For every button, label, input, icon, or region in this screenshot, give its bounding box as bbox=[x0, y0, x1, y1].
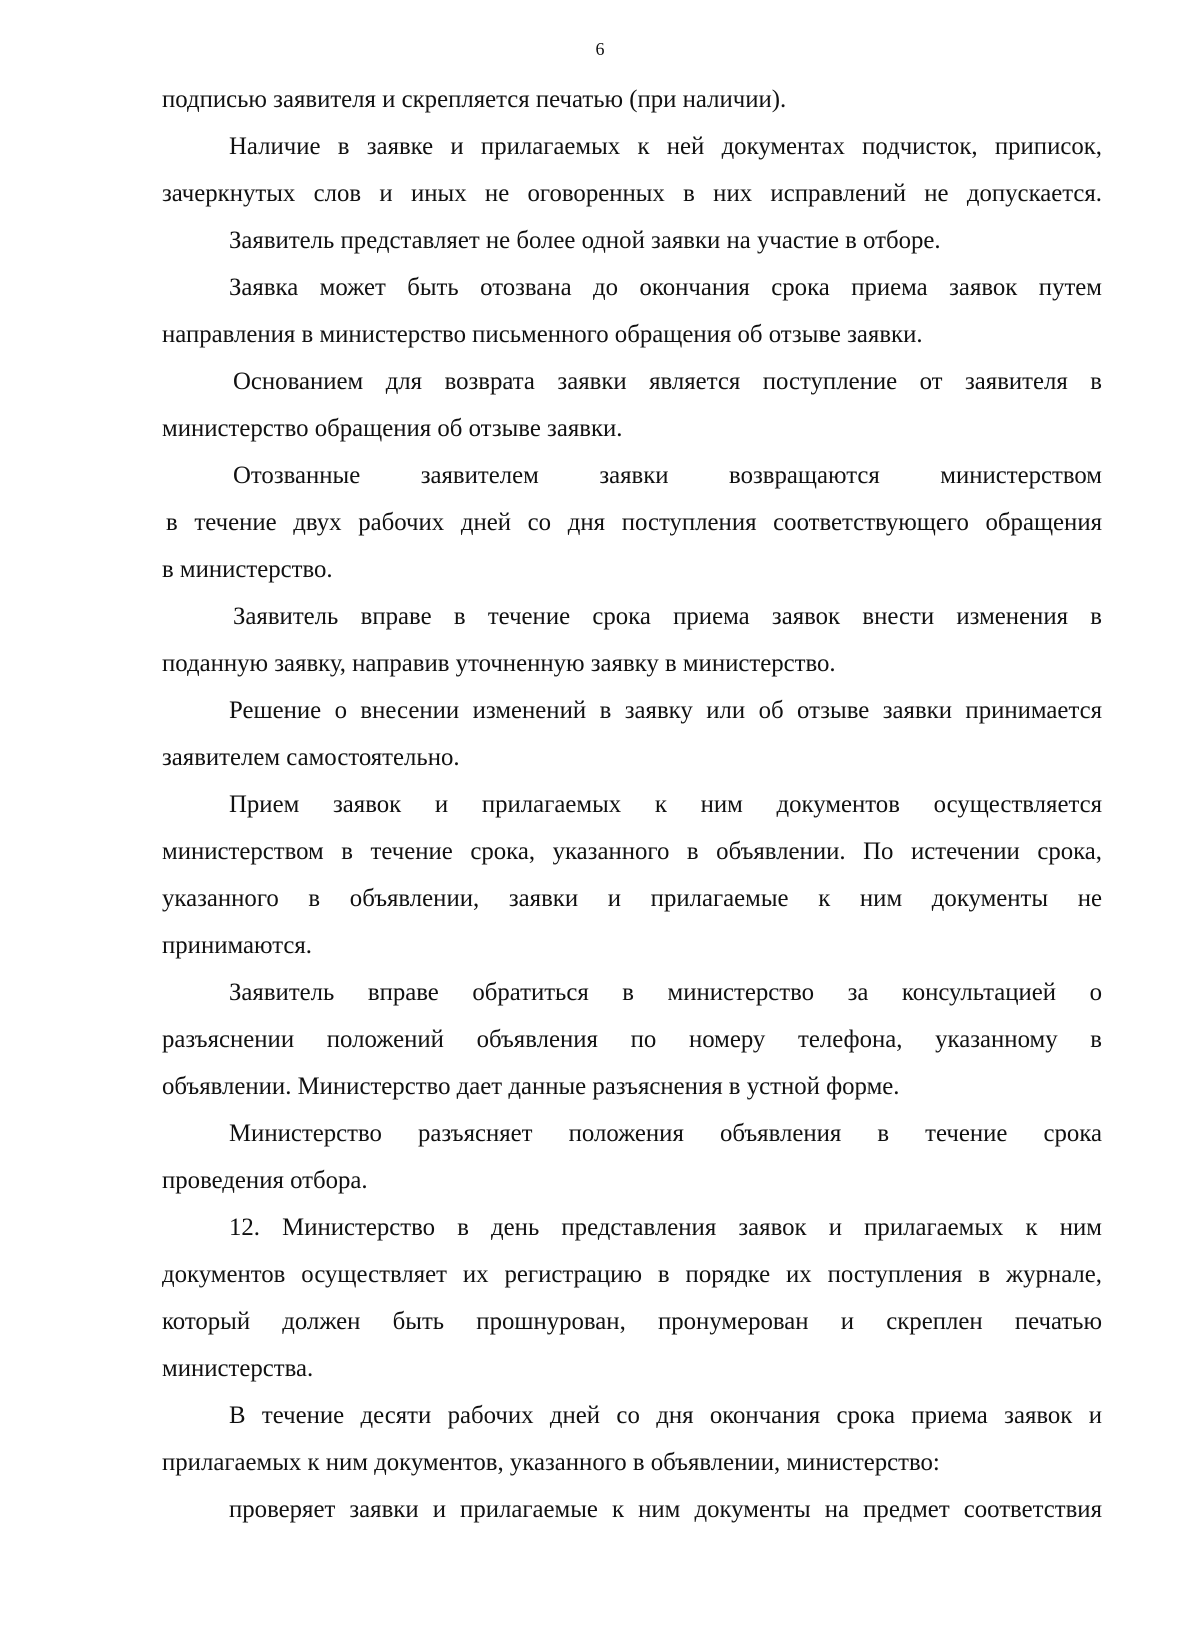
text-line: принимаются. bbox=[162, 932, 312, 959]
document-body bbox=[162, 76, 1102, 1533]
text-line: который должен быть прошнурован, пронумерован и скреплен печатью bbox=[162, 1308, 1102, 1335]
text-line: министерством в течение срока, указанного в объявлении. По истечении срока, bbox=[162, 838, 1102, 865]
text-line: проведения отбора. bbox=[162, 1167, 368, 1194]
text-line: подписью заявителя и скрепляется печатью (при наличии). bbox=[162, 86, 787, 113]
text-line: разъяснении положений объявления по номеру телефона, указанному в bbox=[162, 1026, 1102, 1053]
text-line: Отозванные заявителем заявки возвращаются министерством bbox=[233, 462, 1102, 489]
text-line: Основанием для возврата заявки является поступление от заявителя в bbox=[233, 368, 1102, 395]
text-line: прилагаемых к ним документов, указанного в объявлении, министерство: bbox=[162, 1449, 940, 1476]
page-number: 6 bbox=[595, 39, 605, 59]
text-line: Заявка может быть отозвана до окончания срока приема заявок путем bbox=[229, 274, 1102, 301]
text-line: указанного в объявлении, заявки и прилагаемые к ним документы не bbox=[162, 885, 1102, 912]
text-line: зачеркнутых слов и иных не оговоренных в них исправлений не допускается. bbox=[162, 180, 1102, 207]
text-line: Министерство разъясняет положения объявления в течение срока bbox=[229, 1120, 1102, 1147]
text-line: Наличие в заявке и прилагаемых к ней документах подчисток, приписок, bbox=[229, 133, 1102, 160]
text-line: министерство обращения об отзыве заявки. bbox=[162, 415, 623, 442]
text-line: в министерство. bbox=[162, 556, 333, 583]
text-line: Прием заявок и прилагаемых к ним документов осуществляется bbox=[229, 791, 1102, 818]
text-line: Заявитель представляет не более одной заявки на участие в отборе. bbox=[229, 227, 941, 254]
text-line: Заявитель вправе обратиться в министерство за консультацией о bbox=[229, 979, 1102, 1006]
text-line: В течение десяти рабочих дней со дня окончания срока приема заявок и bbox=[229, 1402, 1102, 1429]
text-line: Решение о внесении изменений в заявку или об отзыве заявки принимается bbox=[229, 697, 1102, 724]
text-line: объявлении. Министерство дает данные разъяснения в устной форме. bbox=[162, 1073, 900, 1100]
text-line: направления в министерство письменного обращения об отзыве заявки. bbox=[162, 321, 923, 348]
text-line: документов осуществляет их регистрацию в порядке их поступления в журнале, bbox=[162, 1261, 1102, 1288]
text-line: министерства. bbox=[162, 1355, 314, 1382]
text-line: Заявитель вправе в течение срока приема заявок внести изменения в bbox=[233, 603, 1102, 630]
text-line: в течение двух рабочих дней со дня поступления соответствующего обращения bbox=[166, 509, 1102, 536]
text-line: поданную заявку, направив уточненную заявку в министерство. bbox=[162, 650, 836, 677]
text-line: 12. Министерство в день представления заявок и прилагаемых к ним bbox=[229, 1214, 1102, 1241]
text-line: заявителем самостоятельно. bbox=[162, 744, 460, 771]
text-line: проверяет заявки и прилагаемые к ним документы на предмет соответствия bbox=[229, 1496, 1102, 1523]
